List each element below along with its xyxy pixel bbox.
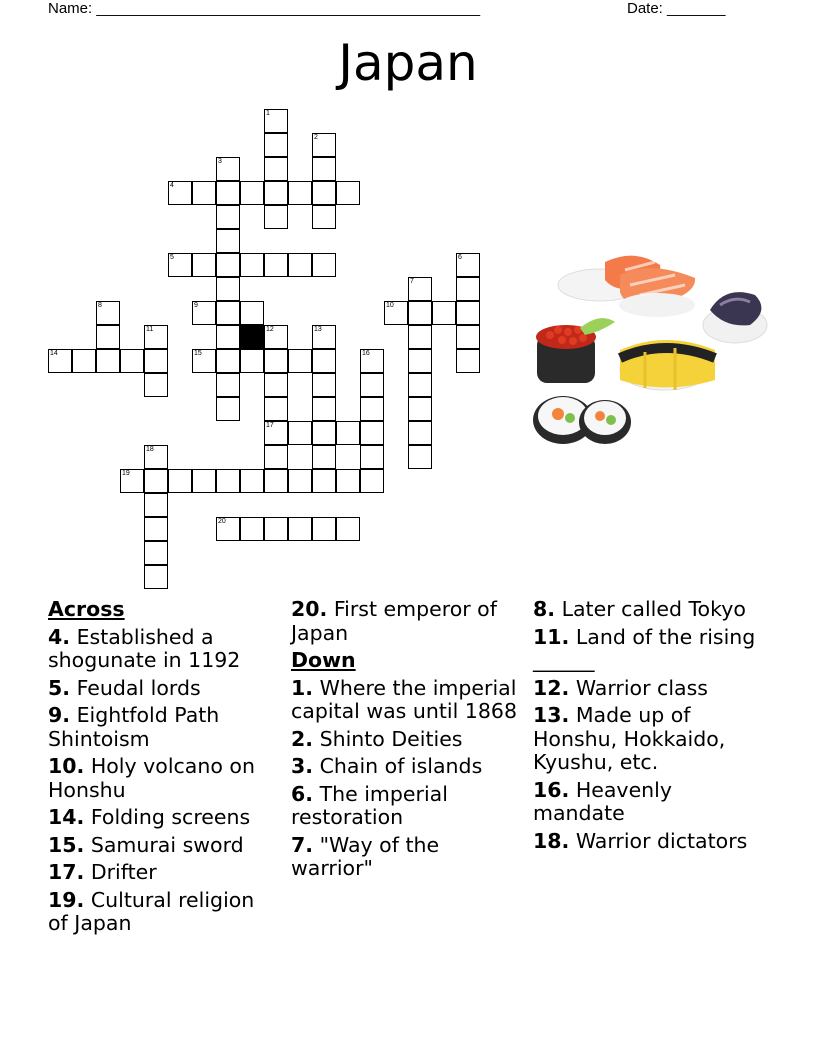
crossword-cell[interactable] [216,205,240,229]
clue-text: Feudal lords [70,675,201,700]
crossword-cell[interactable] [216,157,240,181]
clue-text: Shinto Deities [313,726,463,751]
clue-number: 19. [48,887,85,912]
crossword-cell[interactable] [312,325,336,349]
crossword-cell[interactable] [264,469,288,493]
crossword-cell[interactable] [312,469,336,493]
crossword-cell[interactable] [336,517,360,541]
clue-number: 17. [48,860,85,884]
tamago-nigiri-icon [620,340,715,390]
clue-item [291,598,521,645]
crossword-cell[interactable] [192,349,216,373]
clue-text: Land of the rising ______ [533,624,756,672]
clue-number: 13. [533,703,570,727]
crossword-cell[interactable] [360,421,384,445]
clue-item [48,626,278,673]
crossword-cell[interactable] [336,181,360,205]
crossword-cell[interactable] [216,229,240,253]
maki-roll-icon [533,396,631,444]
clue-number: 18. [533,828,570,853]
crossword-cell[interactable] [240,253,264,277]
clue-item [291,677,521,724]
crossword-cell[interactable] [144,517,168,541]
clue-text: Later called Tokyo [555,597,746,621]
crossword-cell[interactable] [408,373,432,397]
clue-text: First emperor of Japan [291,597,497,645]
crossword-cell[interactable] [96,301,120,325]
clue-number: 9 [194,302,198,309]
salmon-nigiri-icon [558,256,695,317]
crossword-cell[interactable] [240,181,264,205]
crossword-cell[interactable] [408,349,432,373]
clue-item [48,755,278,802]
clue-item [533,830,763,854]
crossword-cell[interactable] [408,397,432,421]
crossword-cell[interactable] [240,517,264,541]
crossword-cell[interactable] [408,277,432,301]
crossword-cell[interactable] [168,469,192,493]
clue-number: 7. [291,832,314,857]
clue-number: 4. [48,624,71,649]
crossword-cell[interactable] [312,445,336,469]
crossword-cell[interactable] [264,109,288,133]
crossword-cell[interactable] [144,469,168,493]
across-heading: Across [48,597,125,621]
clue-number: 14 [50,350,58,357]
clue-item [291,783,521,830]
crossword-cell[interactable] [336,421,360,445]
clue-number: 8 [98,302,102,309]
clue-text: The imperial restoration [291,781,448,829]
clue-item [291,834,521,881]
clue-number: 5 [170,254,174,261]
clue-number: 3. [291,754,314,778]
crossword-cell[interactable] [312,181,336,205]
clue-column-1 [48,598,278,940]
clue-number: 17 [266,422,274,429]
crossword-cell[interactable] [144,325,168,349]
clue-text: Established a shogunate in 1192 [48,624,241,672]
clue-column-2 [291,598,521,885]
clue-number: 6. [291,781,314,806]
crossword-cell[interactable] [312,157,336,181]
crossword-cell[interactable] [216,517,240,541]
crossword-cell[interactable] [240,301,264,325]
crossword-cell[interactable] [408,445,432,469]
crossword-cell[interactable] [240,469,264,493]
crossword-cell[interactable] [312,133,336,157]
crossword-cell[interactable] [288,253,312,277]
crossword-cell[interactable] [384,301,408,325]
clue-number: 9. [48,703,71,727]
clue-item [291,728,521,752]
clue-item [48,834,278,858]
crossword-cell[interactable] [48,349,72,373]
crossword-cell[interactable] [456,253,480,277]
clue-number: 18 [146,446,154,453]
clue-text: Eightfold Path Shintoism [48,703,220,751]
clue-item [291,755,521,779]
crossword-cell[interactable] [336,469,360,493]
crossword-cell[interactable] [312,253,336,277]
crossword-cell[interactable] [288,469,312,493]
crossword-cell[interactable] [264,517,288,541]
crossword-cell[interactable] [288,181,312,205]
crossword-cell[interactable] [264,253,288,277]
crossword-cell[interactable] [264,157,288,181]
clue-text: Samurai sword [84,832,244,857]
clue-item [48,806,278,830]
clue-text: Chain of islands [313,754,483,778]
black-square [240,325,264,349]
name-field[interactable]: Name: ______________________________________________ [48,0,481,17]
clue-number: 11 [146,326,154,333]
eel-nigiri-icon [703,292,767,343]
crossword-cell[interactable] [168,181,192,205]
crossword-cell[interactable] [216,253,240,277]
crossword-cell[interactable] [264,445,288,469]
clue-item [48,704,278,751]
clue-text: "Way of the warrior" [291,832,440,880]
clue-item [48,677,278,701]
crossword-cell[interactable] [96,349,120,373]
crossword-cell[interactable] [408,421,432,445]
crossword-cell[interactable] [360,349,384,373]
crossword-cell[interactable] [312,373,336,397]
crossword-cell[interactable] [192,469,216,493]
clue-number: 8. [533,597,556,621]
crossword-cell[interactable] [264,349,288,373]
clue-item [533,779,763,826]
crossword-cell[interactable] [456,325,480,349]
clue-number: 15 [194,350,202,357]
clue-item [48,889,278,936]
crossword-cell[interactable] [216,373,240,397]
crossword-cell[interactable] [192,181,216,205]
clue-text: Holy volcano on Honshu [48,754,255,802]
crossword-cell[interactable] [120,469,144,493]
crossword-cell[interactable] [360,373,384,397]
clue-text: Where the imperial capital was until 1868 [291,675,517,723]
clue-number: 2. [291,726,314,751]
crossword-cell[interactable] [216,301,240,325]
crossword-cell[interactable] [240,349,264,373]
clue-number: 20. [291,597,328,621]
crossword-cell[interactable] [144,541,168,565]
crossword-cell[interactable] [216,469,240,493]
clue-number: 5. [48,675,71,700]
crossword-cell[interactable] [408,325,432,349]
clue-number: 10. [48,754,85,778]
clue-number: 4 [170,182,174,189]
clue-text: Warrior class [569,675,708,700]
crossword-cell[interactable] [288,349,312,373]
clue-number: 12 [266,326,274,333]
crossword-cell[interactable] [312,349,336,373]
crossword-cell[interactable] [72,349,96,373]
clue-number: 14. [48,805,85,829]
clue-number: 15. [48,832,85,857]
crossword-cell[interactable] [456,277,480,301]
crossword-cell[interactable] [264,181,288,205]
crossword-cell[interactable] [456,301,480,325]
crossword-cell[interactable] [192,253,216,277]
clue-number: 12. [533,675,570,700]
crossword-cell[interactable] [360,469,384,493]
crossword-cell[interactable] [264,205,288,229]
down-heading: Down [291,648,356,672]
roe-gunkan-icon [536,318,615,383]
crossword-cell[interactable] [144,349,168,373]
clue-number: 7 [410,278,414,285]
clue-text: Folding screens [84,805,251,829]
clue-number: 13 [314,326,322,333]
crossword-cell[interactable] [144,373,168,397]
crossword-cell[interactable] [312,397,336,421]
crossword-cell[interactable] [264,397,288,421]
clue-number: 10 [386,302,394,309]
clue-text: Drifter [84,860,157,884]
crossword-cell[interactable] [216,325,240,349]
crossword-cell[interactable] [96,325,120,349]
crossword-cell[interactable] [288,421,312,445]
crossword-cell[interactable] [216,277,240,301]
crossword-cell[interactable] [264,421,288,445]
crossword-cell[interactable] [264,373,288,397]
clue-number: 20 [218,518,226,525]
clue-item [533,677,763,701]
clue-text: Cultural religion of Japan [48,887,255,935]
clue-item [533,626,763,673]
clue-column-3 [533,598,763,857]
clue-item [533,704,763,775]
crossword-cell[interactable] [216,349,240,373]
clue-number: 1 [266,110,270,117]
clue-number: 1. [291,675,314,700]
clue-number: 16. [533,777,570,802]
clue-number: 11. [533,624,570,649]
clue-text: Made up of Honshu, Hokkaido, Kyushu, etc. [533,703,726,774]
clue-text: Heavenly mandate [533,777,672,825]
clue-number: 19 [122,470,130,477]
crossword-cell[interactable] [360,445,384,469]
crossword-cell[interactable] [216,397,240,421]
crossword-cell[interactable] [408,301,432,325]
crossword-cell[interactable] [144,565,168,589]
crossword-cell[interactable] [456,349,480,373]
crossword-cell[interactable] [144,493,168,517]
crossword-cell[interactable] [432,301,456,325]
crossword-cell[interactable] [312,421,336,445]
clue-number: 3 [218,158,222,165]
clue-number: 16 [362,350,370,357]
sushi-platter-icon [525,240,775,455]
crossword-cell[interactable] [312,517,336,541]
date-field[interactable]: Date: _______ [627,0,726,17]
crossword-cell[interactable] [168,253,192,277]
clue-item [48,861,278,885]
crossword-cell[interactable] [288,517,312,541]
crossword-cell[interactable] [264,133,288,157]
crossword-cell[interactable] [216,181,240,205]
crossword-cell[interactable] [312,205,336,229]
clue-item [533,598,763,622]
crossword-cell[interactable] [144,445,168,469]
clue-text: Warrior dictators [569,828,748,853]
page-title: Japan [338,34,478,92]
crossword-cell[interactable] [264,325,288,349]
crossword-cell[interactable] [192,301,216,325]
crossword-cell[interactable] [360,397,384,421]
clue-number: 2 [314,134,318,141]
crossword-cell[interactable] [120,349,144,373]
clue-number: 6 [458,254,462,261]
